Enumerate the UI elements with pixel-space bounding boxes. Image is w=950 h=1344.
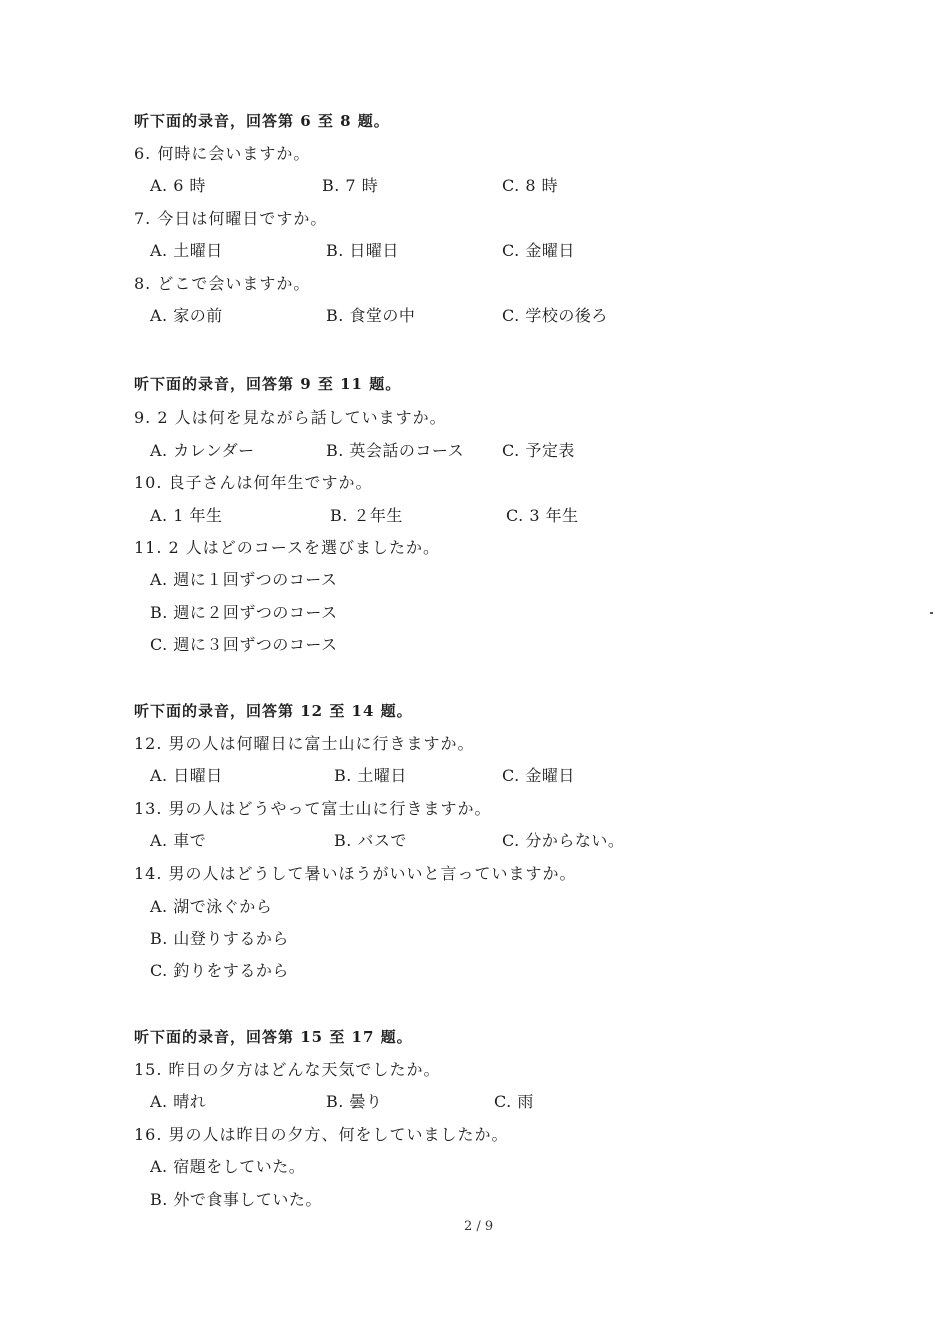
- option-c: C. 雨: [494, 1092, 534, 1111]
- option-b: B. 外で食事していた。: [150, 1190, 322, 1209]
- scan-speck: [930, 612, 933, 614]
- question-text: 11. 2 人はどのコースを選びましたか。: [134, 538, 440, 557]
- option-c: C. 8 時: [502, 176, 559, 195]
- question-text: 12. 男の人は何曜日に富士山に行きますか。: [134, 734, 475, 753]
- option-b: B. バスで: [334, 831, 407, 850]
- section-header: 听下面的录音，回答第 12 至 14 题。: [134, 702, 413, 720]
- option-c: C. 週に３回ずつのコース: [150, 635, 338, 654]
- option-a: A. 6 時: [150, 176, 206, 195]
- question-text: 7. 今日は何曜日ですか。: [134, 209, 328, 228]
- option-b: B. 英会話のコース: [326, 441, 465, 460]
- option-b: B. 週に２回ずつのコース: [150, 603, 338, 622]
- option-c: C. 金曜日: [502, 241, 575, 260]
- question-text: 14. 男の人はどうして暑いほうがいいと言っていますか。: [134, 864, 577, 883]
- option-a: A. 日曜日: [150, 766, 223, 785]
- question-text: 6. 何時に会いますか。: [134, 144, 311, 163]
- option-b: B. 日曜日: [326, 241, 399, 260]
- option-b: B. ２年生: [330, 506, 403, 525]
- question-text: 15. 昨日の夕方はどんな天気でしたか。: [134, 1060, 441, 1079]
- section-header: 听下面的录音，回答第 15 至 17 题。: [134, 1028, 413, 1046]
- option-a: A. 土曜日: [150, 241, 223, 260]
- section-header: 听下面的录音，回答第 6 至 8 题。: [134, 112, 390, 130]
- option-b: B. 土曜日: [334, 766, 407, 785]
- option-a: A. 家の前: [150, 306, 223, 325]
- option-a: A. 車で: [150, 831, 207, 850]
- option-c: C. 予定表: [502, 441, 575, 460]
- question-text: 13. 男の人はどうやって富士山に行きますか。: [134, 799, 492, 818]
- option-a: A. 1 年生: [150, 506, 223, 525]
- question-text: 16. 男の人は昨日の夕方、何をしていましたか。: [134, 1125, 509, 1144]
- option-c: C. 釣りをするから: [150, 961, 289, 980]
- option-b: B. 7 時: [322, 176, 379, 195]
- question-text: 9. 2 人は何を見ながら話していますか。: [134, 408, 447, 427]
- option-c: C. 学校の後ろ: [502, 306, 608, 325]
- option-a: A. 宿題をしていた。: [150, 1157, 306, 1176]
- option-c: C. 金曜日: [502, 766, 575, 785]
- option-b: B. 山登りするから: [150, 929, 289, 948]
- option-b: B. 曇り: [326, 1092, 383, 1111]
- option-c: C. 分からない。: [502, 831, 625, 850]
- option-a: A. 湖で泳ぐから: [150, 897, 273, 916]
- section-header: 听下面的录音，回答第 9 至 11 题。: [134, 375, 402, 393]
- option-a: A. カレンダー: [150, 441, 255, 460]
- page-number: 2 / 9: [464, 1219, 494, 1234]
- option-a: A. 晴れ: [150, 1092, 207, 1111]
- question-text: 10. 良子さんは何年生ですか。: [134, 473, 373, 492]
- question-text: 8. どこで会いますか。: [134, 274, 311, 293]
- option-a: A. 週に１回ずつのコース: [150, 570, 338, 589]
- option-b: B. 食堂の中: [326, 306, 416, 325]
- option-c: C. 3 年生: [506, 506, 579, 525]
